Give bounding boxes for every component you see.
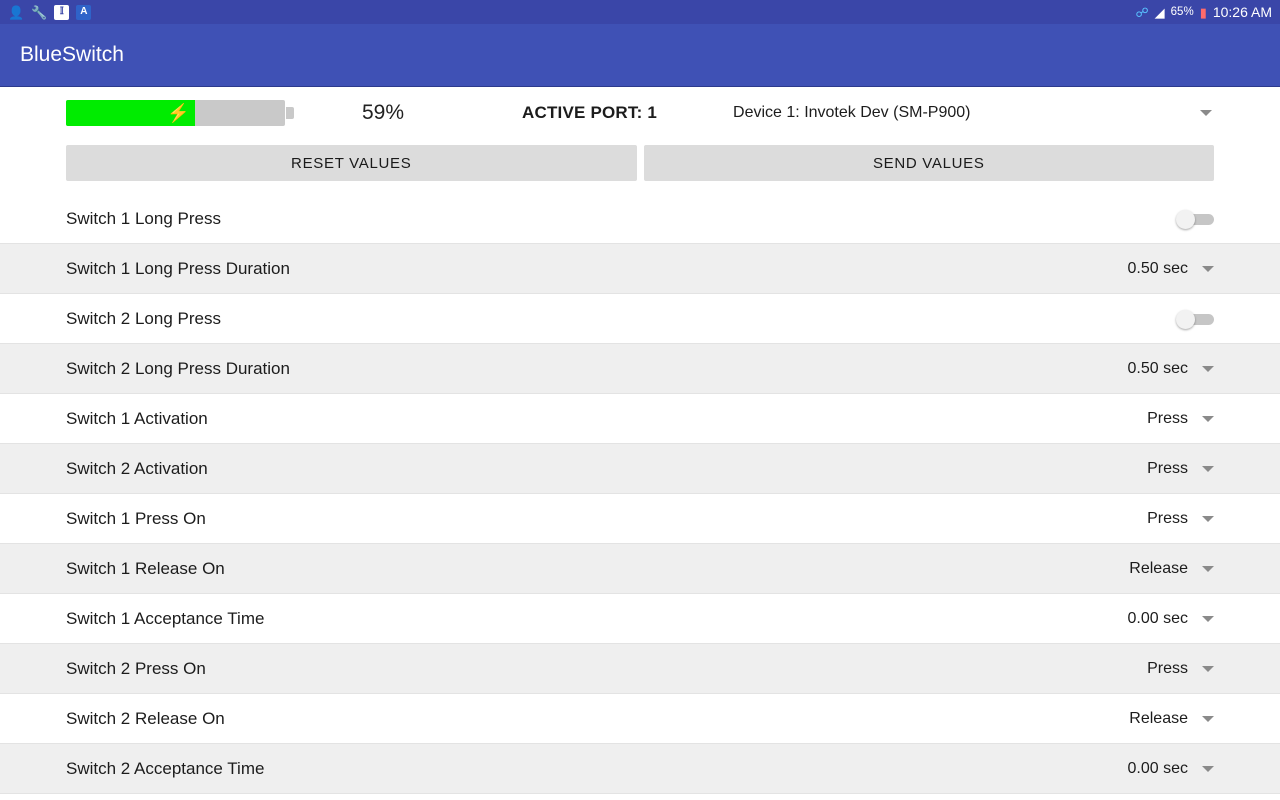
device-selector-value: Device 1: Invotek Dev (SM-P900) <box>733 104 971 121</box>
settings-row-label: Switch 2 Activation <box>66 458 208 478</box>
chevron-down-icon <box>1202 766 1214 772</box>
battery-percent-label: 59% <box>362 101 405 124</box>
settings-row[interactable] <box>0 194 1280 244</box>
app-bar <box>0 24 1280 87</box>
chevron-down-icon <box>1202 266 1214 272</box>
settings-row[interactable] <box>0 544 1280 594</box>
status-battery-percent: 65% <box>1170 6 1194 18</box>
settings-row-control[interactable] <box>1147 660 1214 678</box>
settings-row[interactable] <box>0 644 1280 694</box>
battery-gauge <box>66 100 285 126</box>
settings-row[interactable] <box>0 444 1280 494</box>
settings-row-label: Switch 2 Long Press Duration <box>66 358 290 378</box>
settings-row-label: Switch 1 Release On <box>66 558 225 578</box>
chevron-down-icon <box>1202 716 1214 722</box>
settings-row-control[interactable] <box>1147 510 1214 528</box>
status-bar-notification-icons <box>8 5 91 20</box>
settings-row-control[interactable] <box>1147 460 1214 478</box>
settings-row-value: Press <box>1147 409 1188 427</box>
wifi-icon: ◢ <box>1154 4 1165 20</box>
app-title: BlueSwitch <box>20 43 124 66</box>
chevron-down-icon <box>1202 616 1214 622</box>
chevron-down-icon <box>1202 416 1214 422</box>
settings-row-control[interactable] <box>1128 360 1214 378</box>
settings-row[interactable] <box>0 344 1280 394</box>
settings-row-label: Switch 1 Press On <box>66 508 206 528</box>
settings-row-value: Press <box>1147 459 1188 477</box>
android-status-bar <box>0 0 1280 24</box>
settings-row-control[interactable] <box>1170 311 1214 327</box>
settings-row-control[interactable] <box>1147 410 1214 428</box>
settings-row-label: Switch 1 Long Press <box>66 208 221 228</box>
wrench-icon: 🔧 <box>31 4 48 20</box>
settings-row-value: 0.50 sec <box>1127 259 1188 277</box>
active-port-label: ACTIVE PORT: 1 <box>522 103 658 122</box>
settings-row[interactable] <box>0 694 1280 744</box>
device-selector[interactable] <box>733 104 1214 122</box>
chevron-down-icon <box>1202 516 1214 522</box>
settings-row-value: Release <box>1129 559 1188 577</box>
settings-row[interactable] <box>0 394 1280 444</box>
settings-row-label: Switch 1 Acceptance Time <box>66 608 265 628</box>
main-content <box>0 87 1280 800</box>
battery-gauge-cap <box>286 107 294 119</box>
chevron-down-icon <box>1200 110 1212 116</box>
news-icon: 𝕀 <box>54 5 69 20</box>
settings-row[interactable] <box>0 494 1280 544</box>
settings-row-value: 0.50 sec <box>1127 359 1188 377</box>
chevron-down-icon <box>1202 666 1214 672</box>
settings-row[interactable] <box>0 294 1280 344</box>
settings-row-label: Switch 2 Long Press <box>66 308 221 328</box>
battery-indicator <box>66 100 294 126</box>
status-clock: 10:26 AM <box>1212 4 1272 20</box>
status-summary-bar <box>0 87 1280 139</box>
toggle-knob <box>1176 310 1195 329</box>
settings-row-value: Press <box>1147 659 1188 677</box>
settings-row-control[interactable] <box>1128 760 1214 778</box>
settings-row-control[interactable] <box>1129 710 1214 728</box>
settings-row-control[interactable] <box>1128 260 1214 278</box>
settings-row[interactable] <box>0 744 1280 794</box>
translate-icon: A <box>76 5 91 20</box>
settings-row-control[interactable] <box>1170 211 1214 227</box>
toggle-switch[interactable] <box>1170 211 1214 227</box>
toggle-knob <box>1176 210 1195 229</box>
settings-row[interactable] <box>0 244 1280 294</box>
person-icon: 👤 <box>8 4 25 20</box>
reset-values-button[interactable]: RESET VALUES <box>66 145 637 181</box>
settings-row-control[interactable] <box>1129 560 1214 578</box>
settings-row-value: 0.00 sec <box>1127 759 1188 777</box>
chevron-down-icon <box>1202 566 1214 572</box>
settings-row-label: Switch 2 Acceptance Time <box>66 758 265 778</box>
battery-icon: ▮ <box>1199 4 1207 20</box>
settings-row-value: Release <box>1129 709 1188 727</box>
settings-row-label: Switch 2 Press On <box>66 658 206 678</box>
status-bar-system-icons <box>1135 4 1272 20</box>
settings-row-control[interactable] <box>1128 610 1214 628</box>
settings-row-label: Switch 2 Release On <box>66 708 225 728</box>
settings-row-label: Switch 1 Long Press Duration <box>66 258 290 278</box>
bluetooth-icon: ☍ <box>1135 4 1149 20</box>
settings-row[interactable] <box>0 594 1280 644</box>
settings-list <box>0 194 1280 794</box>
toggle-switch[interactable] <box>1170 311 1214 327</box>
chevron-down-icon <box>1202 466 1214 472</box>
send-values-button[interactable]: SEND VALUES <box>644 145 1215 181</box>
charging-bolt-icon: ⚡ <box>167 102 190 123</box>
action-buttons <box>0 145 1280 181</box>
settings-row-value: 0.00 sec <box>1127 609 1188 627</box>
settings-row-value: Press <box>1147 509 1188 527</box>
chevron-down-icon <box>1202 366 1214 372</box>
settings-row-label: Switch 1 Activation <box>66 408 208 428</box>
